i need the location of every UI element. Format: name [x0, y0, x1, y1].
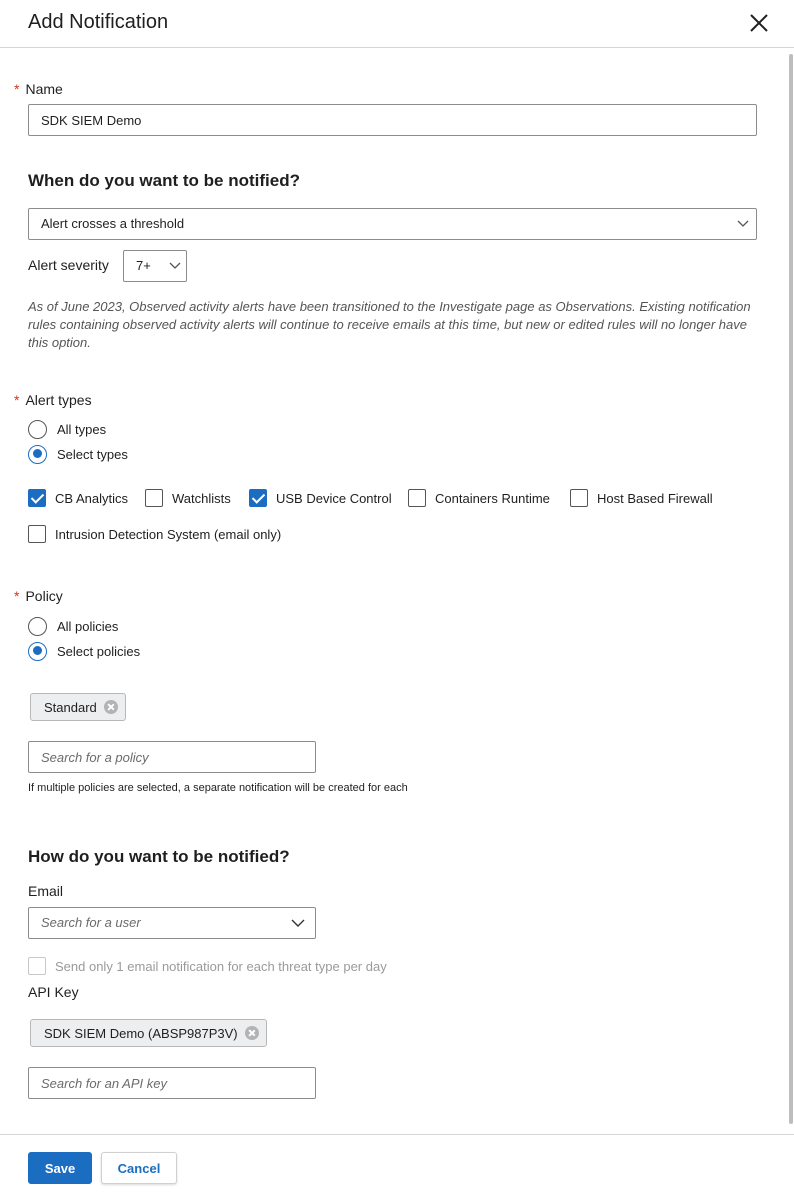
policy-chip: [30, 693, 126, 721]
trigger-select[interactable]: [28, 208, 757, 240]
api-key-search-input[interactable]: [28, 1067, 316, 1099]
radio-all-types[interactable]: [28, 419, 106, 439]
api-key-label: API Key: [28, 984, 79, 1000]
dialog-title: Add Notification: [28, 11, 169, 33]
checkbox-label: Containers Runtime: [435, 490, 550, 506]
chevron-down-icon: [291, 919, 305, 928]
dialog-header: [0, 0, 794, 48]
radio-all-policies[interactable]: [28, 616, 118, 636]
email-user-select[interactable]: [28, 907, 316, 939]
dialog-footer: [0, 1134, 794, 1195]
radio-select-policies-control[interactable]: [28, 642, 47, 661]
severity-select-value: 7+: [136, 258, 151, 273]
radio-label: Select policies: [57, 643, 141, 659]
checkbox-intrusion-detection[interactable]: [28, 524, 281, 544]
policy-help-text: If multiple policies are selected, a separate notification will be created for each: [28, 782, 408, 794]
email-label: Email: [28, 883, 64, 899]
checkbox-label: CB Analytics: [55, 490, 128, 506]
chevron-down-icon: [737, 220, 749, 228]
checkbox-control[interactable]: [408, 489, 426, 507]
email-user-placeholder: Search for a user: [41, 915, 141, 930]
checkbox-control[interactable]: [145, 489, 163, 507]
scrollbar[interactable]: [788, 52, 794, 1130]
remove-chip-icon[interactable]: [104, 700, 118, 714]
close-icon: [748, 12, 770, 34]
cancel-button[interactable]: Cancel: [101, 1152, 177, 1184]
policy-chip-label: Standard: [44, 699, 97, 715]
name-label: * Name: [14, 81, 63, 97]
radio-all-types-control[interactable]: [28, 420, 47, 439]
checkbox-host-based-firewall[interactable]: [570, 488, 713, 508]
severity-select[interactable]: [123, 250, 187, 282]
checkbox-label: Intrusion Detection System (email only): [55, 526, 282, 542]
api-key-chip-label: SDK SIEM Demo (ABSP987P3V): [44, 1025, 238, 1041]
checkbox-control[interactable]: [28, 957, 46, 975]
policy-label: * Policy: [14, 588, 63, 604]
chevron-down-icon: [169, 262, 181, 270]
checkbox-label: Watchlists: [172, 490, 231, 506]
checkbox-cb-analytics[interactable]: [28, 488, 128, 508]
when-heading: When do you want to be notified?: [28, 171, 300, 190]
checkbox-label: Send only 1 email notification for each threat type per day: [55, 958, 387, 974]
radio-label: Select types: [57, 446, 128, 462]
checkbox-label: USB Device Control: [276, 490, 392, 506]
policy-search-input[interactable]: [28, 741, 316, 773]
api-key-chip: [30, 1019, 267, 1047]
radio-select-policies[interactable]: [28, 641, 140, 661]
scrollbar-thumb[interactable]: [789, 54, 793, 1124]
checkbox-usb-device-control[interactable]: [249, 488, 392, 508]
checkbox-containers-runtime[interactable]: [408, 488, 550, 508]
radio-label: All types: [57, 421, 107, 437]
trigger-select-value: Alert crosses a threshold: [41, 216, 185, 231]
checkbox-control[interactable]: [570, 489, 588, 507]
name-input[interactable]: [28, 104, 757, 136]
severity-label: Alert severity: [28, 257, 109, 273]
how-heading: How do you want to be notified?: [28, 847, 290, 866]
checkbox-label: Host Based Firewall: [597, 490, 713, 506]
checkbox-control[interactable]: [249, 489, 267, 507]
radio-all-policies-control[interactable]: [28, 617, 47, 636]
close-button[interactable]: [748, 12, 770, 34]
radio-select-types-control[interactable]: [28, 445, 47, 464]
radio-label: All policies: [57, 618, 119, 634]
remove-chip-icon[interactable]: [245, 1026, 259, 1040]
checkbox-control[interactable]: [28, 525, 46, 543]
save-button[interactable]: Save: [28, 1152, 92, 1184]
alert-types-label: * Alert types: [14, 392, 92, 408]
radio-select-types[interactable]: [28, 444, 128, 464]
checkbox-watchlists[interactable]: [145, 488, 231, 508]
checkbox-control[interactable]: [28, 489, 46, 507]
checkbox-single-email[interactable]: [28, 956, 387, 976]
observed-alerts-note: As of June 2023, Observed activity alerts have been transitioned to the Investigate page as Observations. Existing notification rules containing observed activity alerts will continue to receive emails at this time, but new or edited rules will no longer have this option.: [28, 299, 751, 350]
